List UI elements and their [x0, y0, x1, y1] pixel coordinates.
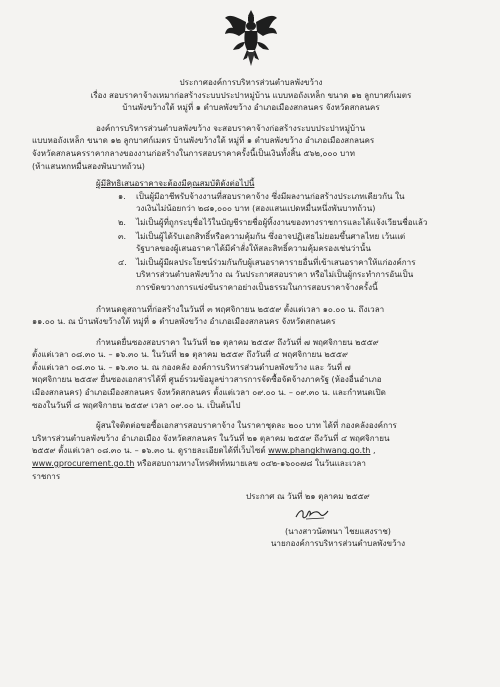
qualification-item [118, 256, 470, 294]
submission-line: ซองในวันที่ ๘ พฤศจิกายน ๒๕๕๙ เวลา ๐๙.๐๐ น. เป็นต้นไป [32, 399, 241, 410]
signatory-name: (นางสาวนัดพนา ไชยแสงราช) [285, 525, 391, 536]
intro-paragraph [32, 122, 470, 172]
submission-line: ตั้งแต่เวลา ๐๘.๓๐ น. – ๑๖.๓๐ น. ณ กองคลัง องค์การบริหารส่วนตำบลพังขว้าง และ วันที่ ๗ [32, 361, 351, 372]
item-line: วงเงินไม่น้อยกว่า ๒๘๑,๐๐๐ บาท (สองแสนแปดหมื่นหนึ่งพันบาทถ้วน) [136, 203, 376, 214]
qualification-item [118, 230, 470, 255]
qualification-item [118, 216, 470, 229]
item-line: การขัดขวางการแข่งขันราคาอย่างเป็นธรรมในการสอบราคาจ้างครั้งนี้ [136, 281, 378, 292]
submission-line: ตั้งแต่เวลา ๐๘.๓๐ น. – ๑๖.๓๐ น. ในวันที่ ๒๑ ตุลาคม ๒๕๕๙ ถึงวันที่ ๔ พฤศจิกายน ๒๕๕๙ [32, 349, 348, 360]
dated-line: ประกาศ ณ วันที่ ๒๑ ตุลาคม ๒๕๕๙ [246, 491, 370, 502]
website-link[interactable]: www.gprocurement.go.th [32, 458, 135, 469]
inquiry-paragraph [32, 419, 470, 482]
item-number: ๓. [118, 230, 127, 241]
inquiry-line [32, 457, 470, 470]
inquiry-line [32, 444, 470, 457]
signatory-position: นายกองค์การบริหารส่วนตำบลพังขว้าง [270, 538, 406, 549]
item-number: ๑. [118, 190, 126, 201]
submission-line: เมืองสกลนคร) อำเภอเมืองสกลนคร จังหวัดสกลนคร ตั้งแต่เวลา ๐๙.๐๐ น. – ๐๙.๓๐ น. และกำหนดเปิด [32, 387, 386, 398]
item-line: รัฐบาลของผู้เสนอราคาได้มีคำสั่งให้สละสิทธิ์ความคุ้มครองเช่นว่านั้น [136, 243, 371, 254]
item-line: บริหารส่วนตำบลพังขว้าง ณ วันประกาศสอบราคา หรือไม่เป็นผู้กระทำการอันเป็น [136, 269, 414, 280]
inquiry-line: ผู้สนใจติดต่อขอซื้อเอกสารสอบราคาจ้าง ในราคาชุดละ ๒๐๐ บาท ได้ที่ กองคลังองค์การ [96, 420, 397, 431]
website-link[interactable]: www.phangkhwang.go.th [268, 445, 371, 456]
garuda-emblem-icon [223, 8, 279, 68]
intro-line: จังหวัดสกลนครราคากลางของงานก่อสร้างในการสอบราคาครั้งนี้เป็นเงินทั้งสิ้น ๕๖๒,๐๐๐ บาท [32, 147, 355, 158]
item-number: ๒. [118, 216, 126, 227]
signatory-block [248, 525, 428, 550]
item-line: ไม่เป็นผู้มีผลประโยชน์ร่วมกันกับผู้เสนอราคารายอื่นที่เข้าเสนอราคาให้แก่องค์การ [136, 256, 416, 267]
qualification-item [118, 190, 470, 215]
submission-line: กำหนดยื่นซองสอบราคา ในวันที่ ๒๑ ตุลาคม ๒๕๕๙ ถึงวันที่ ๗ พฤศจิกายน ๒๕๕๙ [96, 336, 379, 347]
site-visit-paragraph [32, 303, 470, 328]
item-number: ๔. [118, 256, 127, 267]
signature-icon [294, 505, 330, 523]
inquiry-line: ราชการ [32, 470, 61, 481]
item-line: ไม่เป็นผู้ได้รับเอกสิทธิ์หรือความคุ้มกัน ซึ่งอาจปฏิเสธไม่ยอมขึ้นศาลไทย เว้นแต่ [136, 230, 406, 241]
location-line: บ้านพังขว้างใต้ หมู่ที่ ๑ ตำบลพังขว้าง อำเภอเมืองสกลนคร จังหวัดสกลนคร [122, 102, 380, 113]
submission-line: พฤศจิกายน ๒๕๕๙ ยื่นซองเอกสารได้ที่ ศูนย์รวมข้อมูลข่าวสารการจัดซื้อจัดจ้างภาครัฐ (ห้องอื่นอำเภอ [32, 374, 382, 385]
site-visit-line: ๑๑.๐๐ น. ณ บ้านพังขว้างใต้ หมู่ที่ ๑ ตำบลพังขว้าง อำเภอเมืองสกลนคร จังหวัดสกลนคร [32, 316, 336, 327]
qualifications-heading: ผู้มีสิทธิเสนอราคาจะต้องมีคุณสมบัติดังต่อไปนี้ [96, 178, 255, 189]
inquiry-text: ๒๕๕๙ ตั้งแต่เวลา ๐๘.๓๐ น. – ๑๖.๓๐ น. ดูรายละเอียดได้ที่เว็บไซต์ [32, 445, 269, 456]
intro-line: (ห้าแสนหกหมื่นสองพันบาทถ้วน) [32, 160, 145, 171]
org-line: ประกาศองค์การบริหารส่วนตำบลพังขว้าง [179, 77, 323, 87]
subject-line: เรื่อง สอบราคาจ้างเหมาก่อสร้างระบบประปาหมู่บ้าน แบบหอถังเหล็ก ขนาด ๑๒ ลูกบาศก์เมตร [90, 89, 412, 100]
qualifications-list [32, 190, 470, 294]
inquiry-line: บริหารส่วนตำบลพังขว้าง อำเภอเมือง จังหวัดสกลนคร ในวันที่ ๒๑ ตุลาคม ๒๕๕๙ ถึงวันที่ ๔ พฤศจิกายน [32, 432, 390, 443]
site-visit-line: กำหนดดูสถานที่ก่อสร้างในวันที่ ๓ พฤศจิกายน ๒๕๕๙ ตั้งแต่เวลา ๑๐.๐๐ น. ถึงเวลา [96, 303, 385, 314]
item-line: เป็นผู้มีอาชีพรับจ้างงานที่สอบราคาจ้าง ซึ่งมีผลงานก่อสร้างประเภทเดียวกัน ใน [136, 190, 405, 201]
item-line: ไม่เป็นผู้ที่ถูกระบุชื่อไว้ในบัญชีรายชื่อผู้ทิ้งงานของทางราชการและได้แจ้งเวียนชื่อแล้ว [136, 216, 428, 227]
inquiry-text: , [370, 445, 376, 456]
intro-line: แบบหอถังเหล็ก ขนาด ๑๒ ลูกบาศก์เมตร บ้านพังขว้างใต้ หมู่ที่ ๑ ตำบลพังขว้าง อำเภอเมืองสกลนคร [32, 135, 375, 146]
submission-paragraph [32, 336, 470, 412]
inquiry-text: หรือสอบถามทางโทรศัพท์หมายเลข ๐๔๒-๑๖๐๐๗๘ ในวันและเวลา [134, 458, 366, 469]
intro-line: องค์การบริหารส่วนตำบลพังขว้าง จะสอบราคาจ้างก่อสร้างระบบประปาหมู่บ้าน [96, 122, 366, 133]
